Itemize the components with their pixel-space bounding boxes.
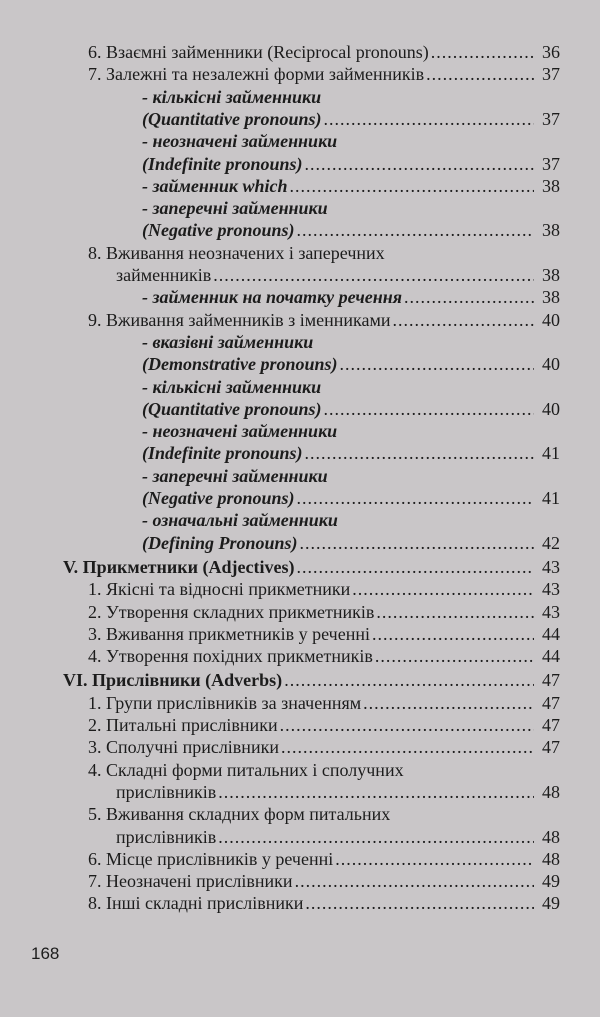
toc-entry: [88, 892, 560, 914]
toc-entry: [142, 465, 560, 487]
toc-leader-dots: [340, 353, 534, 375]
toc-entry-title: (Defining Pronouns): [142, 532, 298, 553]
toc-entry: [142, 108, 560, 130]
toc-entry: [88, 736, 560, 758]
toc-entry-page: 38: [542, 175, 560, 196]
toc-entry-title: (Quantitative pronouns): [142, 108, 322, 129]
toc-leader-dots: [290, 175, 535, 197]
toc-entry-title: 1. Якісні та відносні прикметники: [88, 579, 351, 600]
toc-entry: [88, 714, 560, 736]
toc-entry-title: - означальні займенники: [142, 510, 338, 531]
toc-entry: [142, 442, 560, 464]
toc-entry-page: 38: [542, 265, 560, 285]
toc-entry-page: 43: [542, 556, 560, 577]
toc-entry: [63, 556, 560, 578]
toc-leader-dots: [363, 692, 534, 714]
toc-entry-title: 8. Інші складні прислівники: [88, 893, 304, 914]
toc-entry: [142, 130, 560, 152]
toc-entry-page: 37: [542, 64, 560, 85]
toc-entry: [88, 870, 560, 892]
toc-entry-title: (Negative pronouns): [142, 488, 295, 508]
toc-leader-dots: [375, 645, 534, 667]
toc-leader-dots: [372, 623, 534, 645]
toc-entry-title: прислівників: [116, 826, 217, 847]
toc-entry-page: 47: [542, 715, 560, 735]
toc-entry-page: 38: [542, 220, 560, 241]
toc-entry: [142, 420, 560, 442]
toc-leader-dots: [404, 286, 534, 308]
toc-entry-page: 43: [542, 579, 560, 600]
toc-entry-title: (Indefinite pronouns): [142, 153, 303, 174]
toc-entry: [142, 153, 560, 175]
toc-leader-dots: [352, 578, 534, 600]
toc-entry-title: - займенник на початку речення: [142, 287, 403, 308]
toc-entry-page: 40: [542, 354, 560, 375]
toc-entry-page: 36: [542, 42, 560, 62]
toc-entry-title: - неозначені займенники: [142, 421, 338, 442]
toc-entry: [88, 63, 560, 85]
toc-entry: [63, 669, 560, 691]
toc-entry: [142, 219, 560, 241]
toc-entry-page: 40: [542, 398, 560, 419]
toc-entry-page: 38: [542, 287, 560, 308]
toc-leader-dots: [393, 309, 534, 331]
toc-entry-title: 4. Складні форми питальних і сполучних: [88, 759, 404, 780]
toc-entry-title: прислівників: [116, 781, 217, 802]
toc-entry: [142, 353, 560, 375]
toc-entry-title: V. Прикметники (Adjectives): [63, 556, 295, 577]
toc-leader-dots: [297, 487, 535, 509]
toc-entry: [116, 781, 560, 803]
toc-entry-page: 47: [542, 670, 560, 691]
toc-entry-title: - заперечні займенники: [142, 465, 328, 486]
toc-entry: [142, 197, 560, 219]
toc-entry-page: 44: [542, 623, 560, 644]
toc-entry-title: 4. Утворення похідних прикметників: [88, 646, 373, 667]
toc-entry-page: 49: [542, 893, 560, 914]
toc-entry-title: 5. Вживання складних форм питальних: [88, 804, 391, 825]
toc-leader-dots: [335, 848, 534, 870]
toc-entry-page: 42: [542, 532, 560, 553]
toc-entry: [88, 309, 560, 331]
toc-entry: [142, 487, 560, 509]
toc-entry: [88, 692, 560, 714]
toc-entry-title: 8. Вживання неозначених і заперечних: [88, 242, 385, 263]
toc-entry: [142, 532, 560, 554]
toc-entry-page: 47: [542, 692, 560, 713]
toc-entry-title: 2. Утворення складних прикметників: [88, 601, 375, 622]
toc-leader-dots: [218, 826, 534, 848]
toc-entry-title: (Quantitative pronouns): [142, 398, 322, 419]
toc-entry-page: 48: [542, 826, 560, 847]
toc-entry-page: 37: [542, 153, 560, 174]
toc-entry: [88, 848, 560, 870]
toc-entry-title: (Indefinite pronouns): [142, 443, 303, 464]
toc-leader-dots: [218, 781, 534, 803]
toc-entry-title: - кількісні займенники: [142, 376, 322, 397]
page-number: 168: [31, 944, 60, 963]
toc-entry-title: займенників: [116, 265, 212, 285]
toc-entry-title: 7. Неозначені прислівники: [88, 871, 293, 892]
toc-entry: [142, 376, 560, 398]
toc-leader-dots: [280, 714, 534, 736]
toc-entry: [88, 645, 560, 667]
toc-entry-title: 6. Взаємні займенники (Reciprocal pronouns): [88, 42, 429, 62]
toc-entry-title: - заперечні займенники: [142, 198, 328, 219]
toc-leader-dots: [213, 264, 534, 286]
toc-leader-dots: [376, 601, 534, 623]
toc-entry-page: 40: [542, 309, 560, 330]
toc-entry-title: - неозначені займенники: [142, 131, 338, 152]
toc-entry-title: 6. Місце прислівників у реченні: [88, 848, 334, 869]
toc-entry: [142, 509, 560, 531]
toc-leader-dots: [324, 108, 534, 130]
toc-entry-title: - займенник which: [142, 175, 288, 196]
toc-leader-dots: [284, 669, 534, 691]
toc-entry-title: VI. Прислівники (Adverbs): [63, 670, 283, 691]
toc-leader-dots: [300, 532, 534, 554]
toc-entry: [142, 331, 560, 353]
toc-leader-dots: [296, 556, 534, 578]
toc-entry-page: 41: [542, 443, 560, 464]
toc-entry-page: 41: [542, 488, 560, 508]
toc-entry: [88, 242, 560, 264]
toc-leader-dots: [305, 153, 534, 175]
toc-entry: [142, 175, 560, 197]
toc-entry-title: (Negative pronouns): [142, 220, 295, 241]
toc-entry-page: 43: [542, 601, 560, 622]
toc-leader-dots: [297, 219, 535, 241]
toc-entry-title: 2. Питальні прислівники: [88, 715, 278, 735]
toc-leader-dots: [305, 442, 534, 464]
toc-entry: [116, 264, 560, 286]
toc-leader-dots: [295, 870, 534, 892]
toc-entry: [142, 86, 560, 108]
toc-entry-title: 7. Залежні та незалежні форми займенників: [88, 64, 425, 85]
toc-entry: [116, 826, 560, 848]
toc-entry: [142, 286, 560, 308]
toc-entry-page: 37: [542, 108, 560, 129]
toc-entry-title: 9. Вживання займенників з іменниками: [88, 309, 391, 330]
toc-entry-title: (Demonstrative pronouns): [142, 354, 338, 375]
toc-leader-dots: [305, 892, 534, 914]
toc-entry-page: 47: [542, 737, 560, 758]
toc-entry: [88, 759, 560, 781]
toc-entry-title: - кількісні займенники: [142, 86, 322, 107]
toc-entry-page: 48: [542, 848, 560, 869]
toc-entry: [88, 623, 560, 645]
toc-leader-dots: [426, 63, 534, 85]
toc-entry: [142, 398, 560, 420]
toc-entry-page: 49: [542, 871, 560, 892]
toc-entry: [88, 601, 560, 623]
toc-entry-title: 1. Групи прислівників за значенням: [88, 692, 362, 713]
toc-entry-title: 3. Сполучні прислівники: [88, 737, 279, 758]
toc-leader-dots: [431, 41, 534, 63]
toc-entry-page: 44: [542, 646, 560, 667]
toc-entry-title: 3. Вживання прикметників у реченні: [88, 623, 370, 644]
toc-entry-title: - вказівні займенники: [142, 331, 314, 352]
toc-entry: [88, 41, 560, 63]
toc-leader-dots: [281, 736, 534, 758]
toc-entry: [88, 803, 560, 825]
toc-entry-page: 48: [542, 781, 560, 802]
toc-entry: [88, 578, 560, 600]
toc-leader-dots: [324, 398, 534, 420]
